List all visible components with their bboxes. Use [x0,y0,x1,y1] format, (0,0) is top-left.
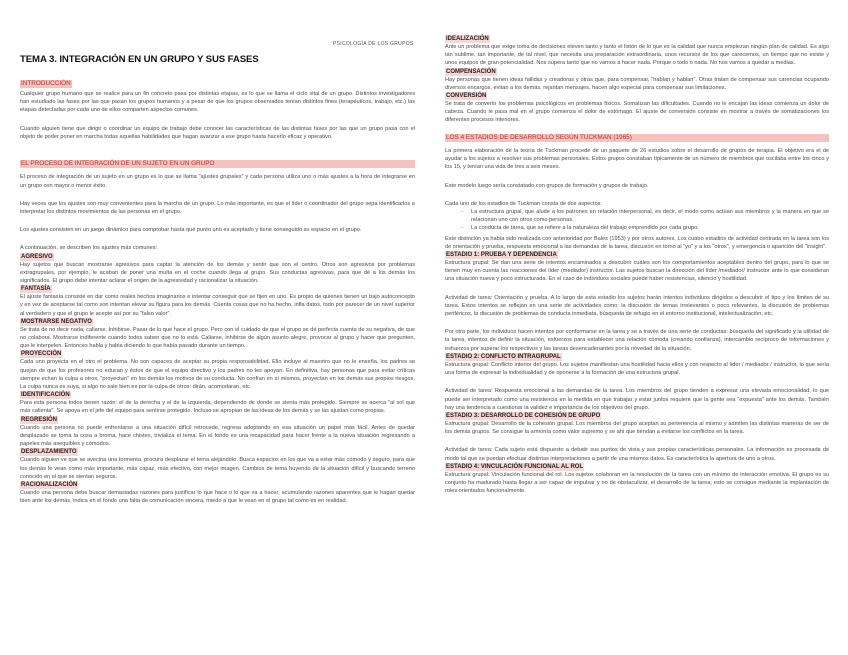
racionalizacion-paragraph: Cuando una persona debe buscar demasiadas razones para justificar lo que hace o lo que va a hacer, acumulando razones aparentes que le hagan quedar bien ante los demás, indica en el fondo una falta de comunicación sincera, miedo a que le vean en el grupo tal como es en realidad. [20,489,415,505]
agresivo-heading: AGRESIVO [21,253,53,260]
stage-4-heading: ESTADIO 4: VINCULACIÓN FUNCIONAL AL ROL [446,463,584,470]
stage-2-paragraph-1: Estructura grupal: Conflicto interior del grupo. Los sujetos manifiestan una hostilidad hacia ellos y con respecto al líder / mediador / instructor, lo que sería una forma de expresar la individualidad y de oponerse a la formación de una estructura grupal. [445,361,829,377]
agresivo-paragraph: Hay sujetos que buscan mostrarse agresivos para captar la atención de los demás y sentir que son el centro. Otros son agresivos por problemas extragrupales, por ejemplo, le acaban de poner una multa en el coche cuando llega al grupo. Sus conductas agresivas, para que dé a los demás los significados. El grupo debe intentar aclarar el origen de la agresividad y racionalizar la situación. [20,261,415,285]
conversion-paragraph: Se trata de convertir los problemas psicológicos en problemas físicos. Somatizan las dificultades. Cuando no le encajan las ideas comienza un dolor de cabeza. Cuando le pasa mal en el grupo comienza el dolor de estómago. El ajuste de conversión consiste en mostrar a través de somatizaciones los diferentes procesos interiores. [445,101,829,124]
process-paragraph-2: Hay veces que los ajustes son muy convenientes para la marcha de un grupo. Lo más importante, es que el líder o coordinador del grupo sepa identificarlos e interpretar los distintos movimientos de las personas en el grupo. [20,200,415,216]
proyeccion-heading: PROYECCIÓN [21,351,62,358]
list-item: - La estructura grupal, que alude a los patrones en relación interpersonal, es decir, el modo como actúan sus miembros y la manera en que se relacionan uno con otros como personas. [471,208,829,224]
identificacion-heading: IDENTIFICACIÓN [21,392,70,399]
stage-3-paragraph-1: Estructura grupal: Desarrollo de la cohesión grupal. Los miembros del grupo aceptan su pertenencia al mismo y admiten las distintas maneras de ser de los demás grupos. Se consigue la armonía como valor supremo y se ahí que tiendan a evitarse los conflictos en la tarea. [445,420,829,436]
intro-paragraph-1: Cualquier grupo humano que se realice para un fin concreto pasa por distintas etapas, es lo que se llama el ciclo vital de un grupo. Distintos investigadores han estudiado las fases por las que pasan los grupos humanos y a pesar de que los grupos observados tenían distintos fines (terapéuticos, trabajo, etc.) las etapas detectadas por cada uno de ellos comparten aspectos comunes. [20,91,415,114]
process-paragraph-3: Los ajustes consisten en un juego dinámico para comprobar hasta qué punto uno es aceptado y tiene conseguido su espacio en el grupo. [20,227,362,234]
tuckman-aspects-list [445,208,829,233]
desplazamiento-paragraph: Cuando alguien ve que se avecina una tormenta, procura desplazar el tema alejándolo. Busca espacios en los que va a estar más cómodo y seguro, para que los demás le vean como más importante, más capaz, más efectivo, con mejor imagen. Cambios de tema huyendo de la situación difícil y buscando terreno conocido en el que se sientan seguros. [20,457,415,480]
racionalizacion-heading: RACIONALIZACIÓN [21,481,78,488]
desplazamiento-heading: DESPLAZAMIENTO [21,449,77,456]
idealizacion-paragraph: Ante un problema que exige toma de decisiones eleven tanto y tanto el listón de lo que es la calidad que nunca empiezan ningún plan de calidad. Es algo tan sublime, tan importante, de tal nivel, que necesita una preparación extraordinaria, unos recursos de los que carecemos, un tiempo que no existe y unos equipos de gran potencialidad. Nos supera tanto que no vamos a hacer nada. Porque o todo o nada. No nos vamos a quedar a medias. [445,44,829,67]
stage-4-paragraph-1: Estructura grupal: Vinculación funcional del rol. Los sujetos colaboran en la resolución de la tarea con un mínimo de interacción emotiva. El grupo es su conjunto ha madurado hasta llegar a ser capaz de impulsar y no de obstaculizar, el desarrollo de la tarea; esto se consigue mediante la implantación de roles orientados funcionalmente. [445,471,829,495]
stage-3-heading: ESTADIO 3: DESARROLLO DE COHESIÓN DE GRUPO [446,412,601,419]
stage-1-paragraph-1: Estructura grupal: Se dan una serie de intentos encaminados a descubrir cuáles son los comportamientos aceptables dentro del grupo, para lo que se tienen muy en cuenta las reacciones del líder (mediador) instructor. Las sujetos buscan la dirección del líder /mediador/ instructor ante lo que consideran una situación nueva y poco estructurada. En el caso de individuos sociales puede haber resistencias, silencio y hostilidad. [445,260,829,283]
tuckman-heading: LOS 4 ESTADIOS DE DESARROLLO SEGÚN TUCKMAN (1965) [445,134,829,142]
intro-heading: INTRODUCCIÓN [21,80,71,87]
list-item: - La conducta de tarea, que se refiere a la naturaleza del trabajo emprendido por cada grupo. [471,224,829,232]
tuckman-paragraph-4: Este distinción ya había sido realizada con anterioridad por Bales (1953) y por otros autores. Los cuatro estadios de actividad centrada en la tarea son los de orientación y prueba, respuesta emocional a las demandas de la tarea, discusión en torno al "yo" y a los "otros", y emergencia o aparición del "insight". [445,235,829,250]
regresion-paragraph: Cuando una persona no puede enfrentarse a una situación difícil retrocede, regresa adoptando en esa situación un papel más fácil. Antes de quedar desplazado se torna la cosa a broma, hace chistes, trivializa el tema. En el fondo es una incapacidad para hacer frente a la nueva situación regresando a papeles más asequibles y cómodos. [20,424,415,448]
document-title: TEMA 3. INTEGRACIÓN EN UN GRUPO Y SUS FASES [20,54,259,65]
stage-1-heading: ESTADIO 1: PRUEBA Y DEPENDENCIA [446,252,557,259]
fantasia-heading: FANTASÍA [21,286,51,293]
header-subject: PSICOLOGÍA DE LOS GRUPOS [333,41,414,47]
stage-2-paragraph-2: Actividad de tarea: Respuesta emocional a las demandas de la tarea. Los miembros del grupo tienden a expresar una elevada emocionalidad, lo que puede ser interpretado como una resistencia en la medida en que trabajar y estar juntos requiere que la gente sea "expuesta" ante los demás. También hay una tendencia a cuestionar la validez e importancia de los objetivos del grupo. [445,388,829,411]
tuckman-paragraph-2: Este modelo luego sería constatado con grupos de formación y grupos de trabajo. [445,182,649,189]
proyeccion-paragraph: Cada uno proyecta en el otro el problema. No son capaces de aceptar su propia responsabilidad. Ello incluye al maestro que no le enseña, los padres se quejan de que los profesores no educan y éstos de que el equipo directivo y los padres no les apoyan. En definitiva, hay personas que para evitar críticas siempre echan la culpa a otros, "proyectan" en los demás los motivos de su conducta. No confían en sí mismos, proyectan en los demás sus propios riesgos. La culpa nunca es suya, si algo no sale bien es por la culpa de otros: dirán, acomodaran, etc. [20,359,415,391]
left-column [20,34,415,505]
stage-3-paragraph-2: Actividad de tarea: Cada sujeto está dispuesto a debatir sus puntos de vista y sus propias características personales. La información es procesada de modo tal que se puedan efectuar distintas interpretaciones a partir de una mismos datos. Es característica la apertura de uno a otros. [445,447,829,462]
compensacion-heading: COMPENSACIÓN [446,68,496,75]
idealizacion-heading: IDEALIZACIÓN [446,36,489,42]
tuckman-paragraph-3: Cada uno de los estadios de Tuckman consta de dos aspectos: [445,200,603,207]
process-paragraph-1: El proceso de integración de un sujeto en un grupo es lo que se llama "ajustes grupales" y cada persona utiliza uno o más ajustes a la hora de integrarse en un grupo con mayor o menor éxito. [20,174,415,189]
process-heading: EL PROCESO DE INTEGRACIÓN DE UN SUJETO EN UN GRUPO [20,160,415,168]
conversion-heading: CONVERSIÓN [446,93,487,100]
right-column [445,35,829,495]
compensacion-paragraph: Hay personas que tienen ideas fallidas y creadoras y otras que, para compensar, "hablan y hablan". Otras tratan de compensar sus carencias ocupando diversos encargos, evitan a los demás, rejantan mensajes, hacen algo especial para compensar sus limitaciones. [445,76,829,91]
intro-paragraph-2: Cuando alguien tiene que dirigir o coordinar un equipo de trabajo debe conocer las características de las distintas fases por las que un grupo pasa con el objeto de poder poner en marcha todas aquellas habilidades que hagan avanzar a ese grupo hasta hacerlo eficaz y operativo. [20,125,415,140]
mostrarse-heading: MOSTRARSE NEGATIVO [21,318,92,325]
stage-1-paragraph-2: Actividad de tarea: Orientación y prueba. A lo largo de esta estadio los sujetos harán intentos individuos dirigidos a descubrir el tipo y los límites de su tarea. Estos intentos se reflejan en una serie de actividades como: la discusión de temas irrelevantes o poco relevantes, la discusión de problemas periféricos, la discusión de problemas de conducta inmediata, búsqueda de refugio en el entorno institucional, intelectualización, etc. [445,294,829,318]
stage-2-heading: ESTADIO 2: CONFLICTO INTRAGRUPAL [446,353,561,360]
tuckman-paragraph-1: La primera elaboración de la teoría de Tuckman procede de un paquete de 26 estudios sobre el desarrollo de grupos de terapia. El objetivo era el de ayudar a los sujetos a resolver sus problemas personales. Estos grupos constaban típicamente de un número de miembros que oscilaba entre los cinco y los 15, y tenían una vida de tres a seis meses. [445,148,829,171]
regresion-heading: REGRESIÓN [21,416,58,423]
identificacion-paragraph: Para esta persona todos tienen razón: el de la derecha y el de la izquierda, dependiendo de donde se sienta más protegido. Siempre se acerca "al sol que más calienta". Se apoya en el jefe del equipo para sentirse protegido. Incluso se apropian de las ideas de los demás y se las ajustan como propias. [20,400,415,415]
mostrarse-paragraph: Se trata de no decir nada, callarse. Inhibirse. Pasar de lo que hace el grupo. Pero con el cuidado de que el grupo se dé perfecta cuenta de su negativa, de que no colabora. Mostrarse indiferente cuando todos saben que no lo está. Callarse, inhibirse de algún asunto alegre, provocar al grupo y hacer que pregunten, que le interpelen. Entonces habla y habla diciendo lo que había pasado durante un tiempo. [20,326,415,350]
stage-1-paragraph-3: Por otra parte, los individuos hacen intentos por conformarse en la tarea y se a través de una serie de conductas: búsqueda del significado y la utilidad de la tarea, intentos de definir la situación, esfuerzos para establecer una relación cómoda (creando confianza), intercambio recíproco de informaciones y esfuerzos por superar los respectivos y las tareas desencadenantes por la novedad de la situación. [445,329,829,352]
fantasia-paragraph: El ajuste fantasía consiste en dar como reales hechos imaginarios e intentar conseguir que se fijen en uno. Es propio de quienes tienen un bajo autoconcepto y en vez de aceptarse tal como son intentan elevar su figura para los demás. Cuenta cosas que no ha hecho, infla datos, todo por parecer de un nivel superior al verdadero y que el grupo le acepte así por su "falso valor". [20,294,415,317]
process-paragraph-4: A continuación, se describen los ajustes más comunes: [20,245,158,252]
